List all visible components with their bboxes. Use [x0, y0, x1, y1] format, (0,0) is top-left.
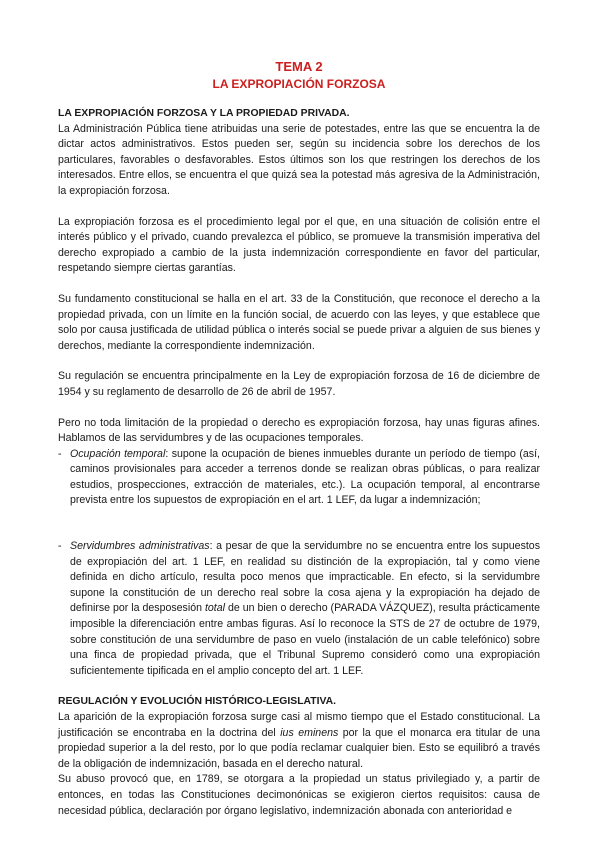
list-text: de un bien o derecho (PARADA VÁZQUEZ), resulta prácticamente imposible la diferenciación entre ambas figuras. Así lo reconoce la STS de 27 de octubre de 1979, sobre constitución de una servidumbre de paso en vuelo (instalación de un cable telefónico) sobre una finca de propiedad privada, que el Tribunal Supremo consideró como una expropiación suficientemente tipificada en el amplio concepto del art. 1 LEF. [70, 602, 540, 677]
list-text: : a pesar de que la servidumbre no se encuentra entre los supuestos de expropiación del art. 1 LEF, en realidad su distinción de la expropiación, tal y como viene definida en dicho artículo, resulta poco menos que impracticable. En efecto, si la servidumbre supone la constitución de un derecho real sobre la cosa ajena y la expropiación ha dejado de definirse por la desposesión [70, 540, 540, 615]
paragraph-emphasis: ius eminens [280, 726, 339, 739]
figures-list [58, 447, 540, 680]
paragraph: Pero no toda limitación de la propiedad o derecho es expropiación forzosa, hay unas figuras afines. Hablamos de las servidumbres y de las ocupaciones temporales. [58, 416, 540, 445]
list-dash: - [58, 540, 62, 553]
list-item-ocupacion-temporal [58, 447, 540, 509]
list-text: : supone la ocupación de bienes inmuebles durante un período de tiempo (así, caminos provisionales para acceder a terrenos donde se realizan obras públicas, o para realizar estudios, prospecciones, extracción de materiales, etc.). La ocupación temporal, al encontrarse prevista entre los supuestos de expropiación en el art. 1 LEF, da lugar a indemnización; [70, 447, 540, 507]
paragraph: La Administración Pública tiene atribuidas una serie de potestades, entre las que se encuentra la de dictar actos administrativos. Estos pueden ser, según su incidencia sobre los derechos de los particulares, favorables o desfavorables. Estos últimos son los que restringen los derechos de los interesados. Entre ellos, se encuentra el que quizá sea la potestad más agresiva de la Administración, la expropiación forzosa. [58, 122, 540, 197]
list-term: Servidumbres administrativas [70, 540, 210, 553]
list-emphasis: total [204, 602, 225, 615]
paragraph: Su abuso provocó que, en 1789, se otorgara a la propiedad un status privilegiado y, a partir de entonces, en todas las Constituciones decimonónicas se exigieron ciertos requisitos: causa de necesidad pública, declaración por órgano legislativo, indemnización abonada con anterioridad e [58, 773, 540, 817]
page-title: TEMA 2 [275, 59, 323, 74]
list-dash: - [58, 447, 62, 460]
paragraph-text: La aparición de la expropiación forzosa surge casi al mismo tiempo que el Estado constitucional. La justificación se encontraba en la doctrina del [58, 711, 540, 739]
paragraph [58, 710, 540, 772]
section-heading-regulacion: REGULACIÓN Y EVOLUCIÓN HISTÓRICO-LEGISLATIVA. [58, 696, 337, 708]
document-page [58, 58, 540, 819]
paragraph: La expropiación forzosa es el procedimiento legal por el que, en una situación de colisión entre el interés público y el privado, cuando prevalezca el público, se promueve la transmisión imperativa del derecho expropiado a cambio de la justa indemnización correspondiente en favor del particular, respetando siempre ciertas garantías. [58, 215, 540, 275]
list-term: Ocupación temporal [70, 447, 166, 460]
paragraph-text: por la que el monarca era titular de una propiedad superior a la del resto, por lo que podía reclamar cualquier bien. Esto se equilibró a través de la obligación de indemnización, basada en el derecho natural. [58, 726, 541, 770]
page-subtitle: LA EXPROPIACIÓN FORZOSA [212, 77, 386, 91]
paragraph: Su fundamento constitucional se halla en el art. 33 de la Constitución, que reconoce el derecho a la propiedad privada, con un límite en la función social, de acuerdo con las leyes, y que establece que solo por causa justificada de utilidad pública o interés social se puede privar a alguien de sus bienes y derechos, mediante la correspondiente indemnización. [58, 292, 540, 352]
section-heading-expropiacion: LA EXPROPIACIÓN FORZOSA Y LA PROPIEDAD PRIVADA. [58, 108, 350, 119]
list-item-servidumbres [58, 539, 540, 679]
paragraph: Su regulación se encuentra principalmente en la Ley de expropiación forzosa de 16 de diciembre de 1954 y su reglamento de desarrollo de 26 de abril de 1957. [58, 370, 540, 398]
